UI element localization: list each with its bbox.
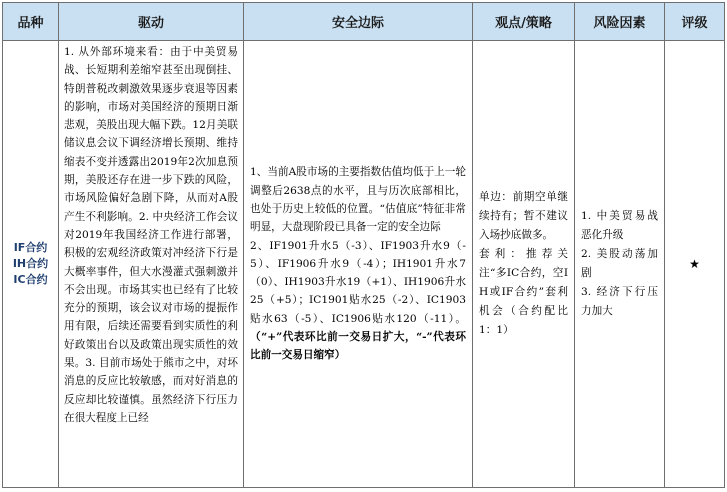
rating-star-icon: ★ (689, 257, 700, 271)
driver-point-1: 1. 从外部环境来看：由于中美贸易战、长短期利差缩窄甚至出现倒挂、特朗普税改刺激效果逐步衰退等因素的影响，市场对美国经济的预期日渐悲观，美股出现大幅下跌。12月美联储议息会议下调经济增长预期、维持缩表不变并透露出2019年2次加息预期，美股还存在进一步下跌的风险，市场风险偏好急剧下降，从而对A股产生不利影响。 (64, 46, 238, 223)
driver-point-2: 2. 中央经济工作会议对2019年我国经济工作进行部署，积极的宏观经济政策对冲经济下行是大概率事件，但大水漫灌式强刺激并不会出现。市场其实也已经有了比较充分的预期，该会议对市场的提振作用有限，后续还需要看到实质性的利好政策出台以及政策出现实质性的效果。 (64, 210, 239, 370)
header-view-strategy: 观点/策略 (473, 3, 575, 41)
product-ic: IC合约 (13, 273, 48, 286)
risk-item-2: 2. 美股动荡加剧 (581, 248, 658, 279)
table-row (3, 41, 725, 488)
risk-item-3: 3. 经济下行压力加大 (581, 286, 658, 317)
header-product: 品种 (3, 3, 59, 41)
safety-margin-cell (244, 41, 473, 488)
strategy-table (2, 2, 725, 488)
view-arbitrage: 套利：推荐关注“多IC合约，空IH或IF合约”套利机会（合约配比1：1） (479, 248, 568, 336)
safety-note: （“+”代表环比前一交易日扩大，“-”代表环比前一交易日缩窄） (250, 331, 466, 362)
risk-factors-cell (575, 41, 665, 488)
product-cell (3, 41, 59, 488)
product-if: IF合约 (13, 241, 48, 254)
driver-point-3: 3. 目前市场处于熊市之中，对坏消息的反应比较敏感，而对好消息的反应却比较谨慎。虽然经济下行压力在很大程度上已经 (64, 357, 238, 424)
product-ih: IH合约 (12, 257, 49, 270)
rating-cell (665, 41, 725, 488)
header-drivers: 驱动 (59, 3, 244, 41)
risk-item-1: 1. 中美贸易战恶化升级 (581, 210, 658, 241)
header-row (3, 3, 725, 41)
view-single-side: 单边：前期空单继续持有；暂不建议入场抄底做多。 (479, 191, 568, 241)
safety-point-2: 2、IF1901升水5（-3）、IF1903升水9（-5）、IF1906升水9（-4）；IH1901升水7（0）、IH1903升水19（+1）、IH1906升水25（+5）；IC1901贴水25（-2）、IC1903贴水63（-5）、IC1906贴水120（-11）。 (250, 239, 466, 325)
drivers-cell (59, 41, 244, 488)
header-safety-margin: 安全边际 (244, 3, 473, 41)
safety-point-1: 1、当前A股市场的主要指数估值均低于上一轮调整后2638点的水平，且与历次底部相比，也处于历史上较低的位置。“估值底”特征非常明显，大盘现阶段已具备一定的安全边际 (250, 166, 466, 234)
header-risk-factors: 风险因素 (575, 3, 665, 41)
header-rating: 评级 (665, 3, 725, 41)
view-strategy-cell (473, 41, 575, 488)
